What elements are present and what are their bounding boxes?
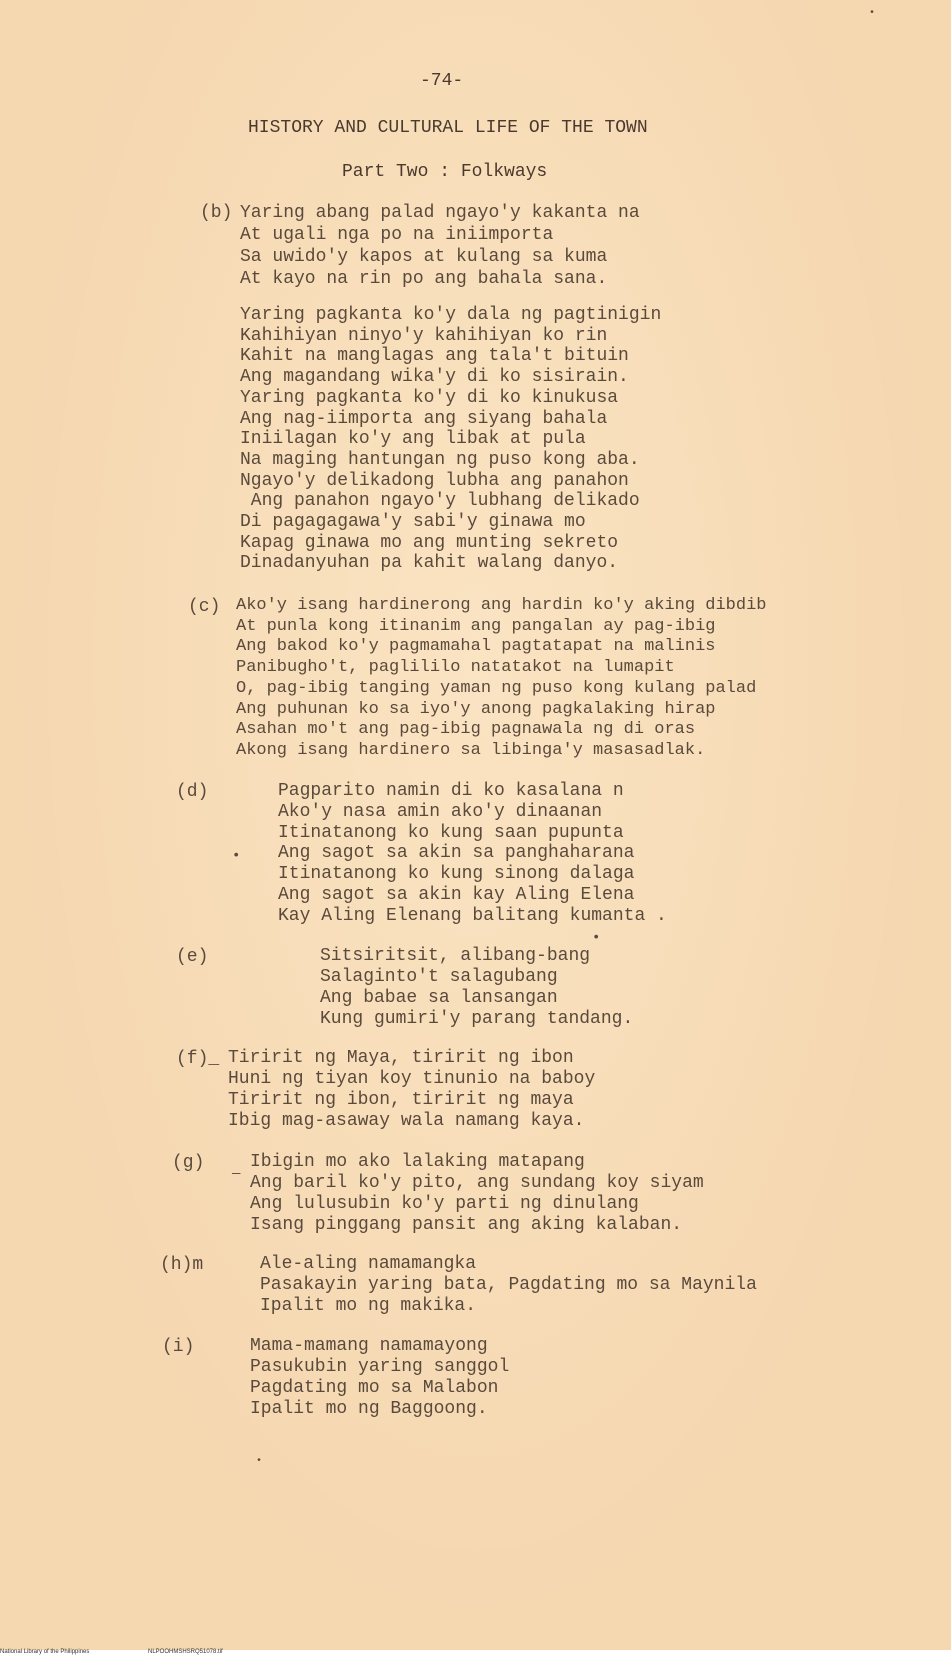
verse-line: Tiririt ng Maya, tiririt ng ibon [228, 1048, 574, 1068]
verse-line: Ipalit mo ng Baggoong. [250, 1399, 488, 1419]
section-label-i: (i) [162, 1337, 195, 1357]
section-label-g: (g) [172, 1153, 205, 1173]
scan-footer [0, 1650, 951, 1658]
section-b-stanza-1 [240, 202, 640, 290]
section-label-b: (b) [200, 203, 233, 223]
verse-line: Ngayo'y delikadong lubha ang panahon [240, 470, 629, 491]
verse-line: Akong isang hardinero sa libinga'y masasadlak. [236, 740, 706, 760]
verse-line: Tiririt ng ibon, tiririt ng maya [228, 1090, 574, 1110]
verse-line: Sitsiritsit, alibang-bang [320, 946, 591, 966]
verse-line: Ipalit mo ng makika. [260, 1296, 477, 1316]
verse-line: Kahihiyan ninyo'y kahihiyan ko rin [240, 325, 608, 346]
section-d-verse [278, 781, 667, 927]
page-number: -74- [420, 71, 464, 91]
verse-line: Sa uwido'y kapos at kulang sa kuma [240, 247, 608, 267]
verse-line: Huni ng tiyan koy tinunio na baboy [228, 1069, 596, 1089]
bullet-mark: • [232, 848, 241, 864]
verse-line: Ang lulusubin ko'y parti ng dinulang [250, 1194, 639, 1214]
verse-line: Mama-mamang namamayong [250, 1336, 488, 1356]
verse-line: Ako'y isang hardinerong ang hardin ko'y aking dibdib [236, 596, 767, 615]
verse-line: Kapag ginawa mo ang munting sekreto [240, 532, 619, 553]
verse-line: Iniilagan ko'y ang libak at pula [240, 429, 586, 450]
verse-line: Yaring abang palad ngayo'y kakanta na [240, 203, 640, 223]
section-label-d: (d) [176, 782, 209, 802]
section-e-verse [320, 946, 633, 1030]
verse-line: Itinatanong ko kung saan pupunta [278, 822, 624, 843]
verse-line: Kahit na manglagas ang tala't bituin [240, 346, 629, 367]
verse-line: Yaring pagkanta ko'y di ko kinukusa [240, 387, 619, 408]
verse-line: Salaginto't salagubang [320, 967, 558, 987]
verse-line: Pasakayin yaring bata, Pagdating mo sa Maynila [260, 1275, 757, 1295]
footer-filename: NLPOOHMSHSRQ51078.tif [148, 1649, 223, 1655]
verse-line: Ang baril ko'y pito, ang sundang koy siyam [250, 1173, 704, 1193]
verse-line: Ibigin mo ako lalaking matapang [250, 1152, 585, 1172]
verse-line: O, pag-ibig tanging yaman ng puso kong kulang palad [236, 678, 757, 698]
verse-line: Kay Aling Elenang balitang kumanta . [278, 905, 667, 926]
section-label-h: (h)m [160, 1255, 204, 1275]
dash-mark: — [232, 1166, 241, 1182]
document-title: HISTORY AND CULTURAL LIFE OF THE TOWN [248, 118, 648, 138]
section-label-e: (e) [176, 947, 209, 967]
verse-line: Ang sagot sa akin sa panghaharana [278, 843, 635, 864]
verse-line: Asahan mo't ang pag-ibig pagnawala ng di oras [236, 720, 696, 740]
verse-line: Na maging hantungan ng puso kong aba. [240, 449, 640, 470]
verse-line: At ugali nga po na iniimporta [240, 225, 554, 245]
verse-line: Isang pinggang pansit ang aking kalaban. [250, 1215, 683, 1235]
verse-line: Ang magandang wika'y di ko sisirain. [240, 367, 629, 388]
section-h-verse [260, 1254, 757, 1317]
verse-line: Dinadanyuhan pa kahit walang danyo. [240, 553, 619, 574]
verse-line: Kung gumiri'y parang tandang. [320, 1009, 634, 1029]
verse-line: Ang babae sa lansangan [320, 988, 558, 1008]
section-label-f: (f)_ [176, 1049, 220, 1069]
verse-line: Itinatanong ko kung sinong dalaga [278, 864, 635, 885]
verse-line: Di pagagagawa'y sabi'y ginawa mo [240, 512, 586, 533]
verse-line: Ang puhunan ko sa iyo'y anong pagkalaking hirap [236, 699, 716, 719]
verse-line: Yaring pagkanta ko'y dala ng pagtinigin [240, 305, 662, 325]
dot-mark: • [869, 8, 876, 19]
section-i-verse [250, 1336, 509, 1420]
verse-line: Ang bakod ko'y pagmamahal pagtatapat na malinis [236, 637, 716, 657]
footer-library: National Library of the Philippines [0, 1649, 90, 1655]
section-c-verse [236, 596, 767, 762]
bullet-mark: • [592, 930, 601, 946]
verse-line: Ale-aling namamangka [260, 1254, 477, 1274]
verse-line: Ang nag-iimporta ang siyang bahala [240, 408, 608, 429]
verse-line: Pagdating mo sa Malabon [250, 1378, 499, 1398]
document-subtitle: Part Two : Folkways [342, 162, 548, 182]
verse-line: Pasukubin yaring sanggol [250, 1357, 510, 1377]
section-label-c: (c) [188, 597, 221, 617]
verse-line: Ibig mag-asaway wala namang kaya. [228, 1111, 585, 1131]
verse-line: Ako'y nasa amin ako'y dinaanan [278, 801, 603, 822]
section-b-stanza-2 [240, 305, 661, 574]
section-g-verse [250, 1152, 704, 1236]
dot-mark: • [256, 1456, 263, 1467]
verse-line: At kayo na rin po ang bahala sana. [240, 269, 608, 289]
verse-line: Panibugho't, paglililo natatakot na lumapit [236, 658, 675, 678]
verse-line: At punla kong itinanim ang pangalan ay pag-ibig [236, 616, 716, 636]
verse-line: Ang panahon ngayo'y lubhang delikado [240, 491, 640, 512]
verse-line: Ang sagot sa akin kay Aling Elena [278, 884, 635, 905]
verse-line: Pagparito namin di ko kasalana n [278, 781, 624, 801]
section-f-verse [228, 1048, 595, 1132]
